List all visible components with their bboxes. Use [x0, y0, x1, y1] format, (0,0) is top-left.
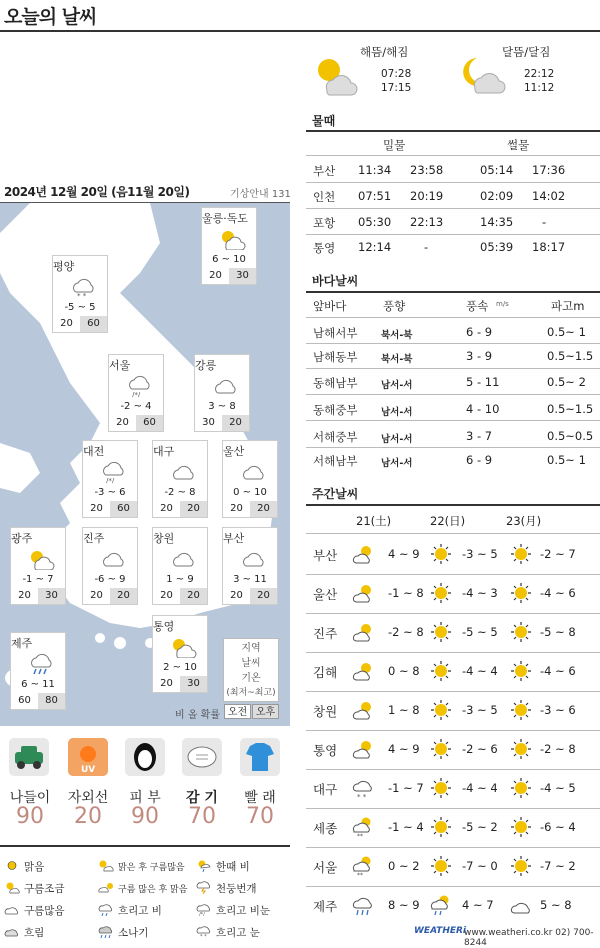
city-temp: -2 ~ 4	[120, 401, 152, 412]
legend-label: 소나기	[118, 927, 149, 939]
index-name: 피 부	[129, 790, 161, 806]
cloudy-icon	[239, 548, 267, 570]
cloud-snow-icon	[352, 777, 374, 799]
weekly-place: 부산	[313, 548, 338, 563]
sea-wave: 0.5~ 1	[547, 453, 586, 467]
sea-wave: 0.5~ 2	[547, 375, 586, 389]
weekly-temp: -4 ~ 4	[462, 781, 498, 795]
city-temp: 3 ~ 11	[233, 574, 267, 585]
tide-high2: 20:19	[410, 189, 444, 203]
mostly-cloudy-icon	[4, 903, 20, 916]
moonset-time: 11:12	[524, 82, 555, 94]
city-card	[194, 354, 250, 432]
city-temp: -5 ~ 5	[64, 302, 96, 313]
row-divider	[306, 182, 600, 183]
weekly-temp: 4 ~ 9	[388, 742, 420, 756]
weekly-divider	[306, 504, 600, 506]
row-divider	[306, 613, 600, 614]
map-legend	[223, 638, 279, 702]
sea-dir: 북서-북	[381, 330, 413, 341]
city-name: 창원	[153, 532, 175, 545]
sunrise-time: 07:28	[381, 68, 412, 80]
svg-text:/*/: /*/	[106, 477, 115, 483]
partly-cloudy-snow-icon	[352, 855, 374, 877]
cloud-then-sun-icon	[98, 881, 114, 894]
city-rain-pm: 30	[180, 676, 207, 692]
sea-area: 남해서부	[313, 326, 358, 340]
sun-cloud-icon	[313, 56, 367, 96]
sunny-icon	[430, 699, 452, 721]
tide-high1: 05:30	[358, 215, 392, 229]
partly-cloudy-icon	[352, 621, 374, 643]
weekly-temp: -5 ~ 8	[540, 625, 576, 639]
sunny-icon	[510, 699, 532, 721]
weekly-title: 주간날씨	[312, 487, 359, 501]
legend-label: 흐리고 비	[118, 905, 162, 917]
weekly-temp: -2 ~ 8	[540, 742, 576, 756]
svg-text:* *: * *	[200, 934, 207, 938]
sea-dir: 남서-서	[381, 407, 413, 418]
row-divider	[306, 652, 600, 653]
sea-speed: 3 - 7	[466, 429, 493, 443]
weekly-place: 통영	[313, 743, 338, 758]
city-temp: -2 ~ 8	[164, 487, 196, 498]
index-value: 70	[188, 804, 216, 829]
footer-text: www.weatheri.co.kr 02) 700-8244	[464, 928, 594, 948]
city-rain-am: 20	[223, 588, 250, 604]
temporary-rain-icon	[196, 859, 212, 872]
city-card	[222, 527, 278, 605]
weekly-day: 23(月)	[506, 514, 542, 528]
cloudy-icon	[510, 894, 532, 916]
city-name: 울릉·독도	[202, 212, 249, 225]
city-card	[152, 615, 208, 693]
svg-text:/*/: /*/	[199, 912, 205, 916]
weekly-temp: -4 ~ 6	[540, 664, 576, 678]
sea-wave-header: 파고m	[551, 299, 585, 313]
city-rain-am: 20	[153, 501, 180, 517]
row-divider	[306, 769, 600, 770]
row-divider	[306, 317, 600, 318]
sea-divider	[306, 291, 600, 293]
face-icon	[125, 738, 165, 776]
tide-low2: 18:17	[532, 240, 566, 254]
weekly-temp: -1 ~ 7	[388, 781, 424, 795]
car-icon	[9, 738, 49, 776]
legend-label: 흐리고 눈	[216, 927, 260, 939]
tide-low1: 14:35	[480, 215, 514, 229]
weekly-temp: -6 ~ 4	[540, 820, 576, 834]
partly-cloudy-icon	[352, 660, 374, 682]
index-value: 90	[16, 804, 44, 829]
shower-icon	[98, 925, 114, 938]
city-card	[152, 440, 208, 518]
index-value: 20	[74, 804, 102, 829]
city-rain-pm: 60	[136, 415, 163, 431]
cloud-snow-icon	[196, 925, 212, 938]
weekly-temp: -7 ~ 2	[540, 859, 576, 873]
row-divider	[306, 234, 600, 235]
cloud-rain-snow-icon	[99, 461, 127, 483]
partly-cloudy-icon	[352, 582, 374, 604]
city-temp: 1 ~ 9	[166, 574, 194, 585]
svg-text:UV: UV	[81, 765, 96, 775]
partly-cloudy-icon	[4, 881, 20, 894]
legend-area: 지역	[241, 643, 261, 654]
sea-wave: 0.5~1.5	[547, 402, 594, 416]
cloudy-icon	[211, 375, 239, 397]
city-rain-pm: 30	[229, 268, 256, 284]
weekly-temp: 4 ~ 9	[388, 547, 420, 561]
partly-cloudy-icon	[352, 738, 374, 760]
row-divider	[306, 368, 600, 369]
rain-prob-label: 비 올 확률	[175, 710, 220, 721]
legend-temp: 기온	[241, 673, 261, 684]
weekly-temp: 1 ~ 8	[388, 703, 420, 717]
tide-place: 통영	[313, 241, 336, 255]
city-card	[152, 527, 208, 605]
tide-low2: 17:36	[532, 163, 566, 177]
weekly-temp: -3 ~ 6	[540, 703, 576, 717]
legend-label: 맑음	[24, 861, 45, 873]
city-card	[201, 207, 257, 285]
city-rain-pm: 20	[250, 501, 277, 517]
partly-cloudy-icon	[218, 228, 246, 250]
city-temp: 0 ~ 10	[233, 487, 267, 498]
city-rain-pm: 60	[110, 501, 137, 517]
city-card	[222, 440, 278, 518]
sunny-icon	[510, 777, 532, 799]
city-rain-am: 20	[109, 415, 136, 431]
pm-label: 오후	[252, 704, 279, 719]
city-temp: -1 ~ 7	[22, 574, 54, 585]
weekly-day: 21(土)	[356, 514, 392, 528]
sun-then-cloud-icon	[98, 859, 114, 872]
sea-dir: 남서-서	[381, 434, 413, 445]
sea-area-header: 앞바다	[313, 299, 347, 313]
city-name: 울산	[223, 445, 245, 458]
index-name: 빨 래	[244, 790, 276, 806]
weekly-temp: -5 ~ 2	[462, 820, 498, 834]
legend-label: 구름조금	[24, 883, 65, 895]
city-rain-pm: 60	[80, 316, 107, 332]
sea-area: 서해남부	[313, 454, 358, 468]
city-name: 광주	[11, 532, 33, 545]
city-rain-am: 20	[11, 588, 38, 604]
city-name: 부산	[223, 532, 245, 545]
sunny-icon	[430, 855, 452, 877]
cloud-rain-icon	[27, 653, 55, 675]
svg-text:* *: * *	[77, 292, 87, 298]
tide-place: 인천	[313, 190, 336, 204]
tide-low1: 05:14	[480, 163, 514, 177]
sea-dir: 북서-북	[381, 354, 413, 365]
sea-dir: 남서-서	[381, 458, 413, 469]
sea-area: 동해남부	[313, 376, 358, 390]
weekly-temp: -2 ~ 6	[462, 742, 498, 756]
city-rain-am: 30	[195, 415, 222, 431]
date-line: 2024년 12월 20일 (음11월 20일)	[4, 185, 190, 199]
shirt-icon	[240, 738, 280, 776]
tide-high1: 11:34	[358, 163, 392, 177]
tide-high1: 07:51	[358, 189, 392, 203]
city-name: 강릉	[195, 359, 217, 372]
sea-speed: 5 - 11	[466, 375, 500, 389]
legend-label: 흐림	[24, 927, 45, 939]
office-info: 기상안내 131	[230, 189, 291, 200]
thunder-icon	[196, 881, 212, 894]
city-card	[52, 255, 108, 333]
sunny-icon	[430, 816, 452, 838]
partly-cloudy-icon	[352, 543, 374, 565]
tide-divider	[306, 130, 600, 132]
tide-high1: 12:14	[358, 240, 392, 254]
weekly-temp: -1 ~ 4	[388, 820, 424, 834]
tide-place: 부산	[313, 164, 336, 178]
svg-text:* *: * *	[357, 793, 367, 799]
sunset-time: 17:15	[381, 82, 412, 94]
sea-dir: 남서-서	[381, 380, 413, 391]
sea-speed: 4 - 10	[466, 402, 500, 416]
weekly-place: 진주	[313, 626, 338, 641]
city-card	[10, 632, 66, 710]
sunny-icon	[510, 816, 532, 838]
tide-title: 물때	[312, 114, 336, 128]
sea-wave: 0.5~0.5	[547, 429, 594, 443]
city-rain-pm: 20	[250, 588, 277, 604]
row-divider	[306, 343, 600, 344]
sea-wave: 0.5~1.5	[547, 349, 594, 363]
weekly-day: 22(日)	[430, 514, 466, 528]
partly-cloudy-icon	[27, 548, 55, 570]
city-temp: -3 ~ 6	[94, 487, 126, 498]
cloudy-icon	[99, 548, 127, 570]
city-rain-pm: 30	[38, 588, 65, 604]
index-value: 90	[131, 804, 159, 829]
city-card	[82, 440, 138, 518]
city-rain-pm: 20	[180, 588, 207, 604]
row-divider	[306, 847, 600, 848]
weekly-place: 김해	[313, 665, 338, 680]
cloudy-icon	[169, 548, 197, 570]
city-name: 평양	[53, 260, 75, 273]
tide-low2: 14:02	[532, 189, 566, 203]
city-rain-pm: 20	[222, 415, 249, 431]
legend-label: 천둥번개	[216, 883, 257, 895]
svg-text:/*/: /*/	[132, 391, 141, 397]
index-name: 감 기	[186, 790, 218, 806]
am-label: 오전	[224, 704, 251, 719]
city-rain-am: 20	[223, 501, 250, 517]
weekly-place: 창원	[313, 704, 338, 719]
page-title: 오늘의 날씨	[4, 6, 97, 28]
city-name: 대구	[153, 445, 175, 458]
weekly-temp: 5 ~ 8	[540, 898, 572, 912]
uv-sun-icon	[68, 738, 108, 776]
city-name: 서울	[109, 359, 131, 372]
sunny-icon	[510, 543, 532, 565]
city-temp: 2 ~ 10	[163, 662, 197, 673]
cloudy-icon	[169, 461, 197, 483]
city-name: 제주	[11, 637, 33, 650]
moon-label: 달뜸/달짐	[502, 45, 551, 59]
sunny-icon	[510, 660, 532, 682]
city-rain-am: 20	[83, 501, 110, 517]
legend-label: 맑은 후 구름많음	[118, 863, 185, 873]
legend-label: 구름 많은 후 맑음	[118, 885, 188, 895]
weekly-temp: 0 ~ 2	[388, 859, 420, 873]
sea-speed-unit: m/s	[496, 300, 509, 308]
row-divider	[306, 886, 600, 887]
cloudy-icon	[4, 925, 20, 938]
weekly-temp: -5 ~ 5	[462, 625, 498, 639]
tide-low1: 02:09	[480, 189, 514, 203]
sunny-icon	[430, 738, 452, 760]
sunny-icon	[430, 621, 452, 643]
weekly-place: 제주	[313, 899, 338, 914]
sunny-icon	[510, 855, 532, 877]
weekly-place: 세종	[313, 821, 338, 836]
sunny-icon	[430, 543, 452, 565]
sunny-icon	[510, 621, 532, 643]
row-divider	[306, 574, 600, 575]
index-name: 자외선	[67, 790, 109, 806]
weekly-temp: -3 ~ 5	[462, 547, 498, 561]
partly-cloudy-rain-icon	[430, 894, 452, 916]
weekly-place: 대구	[313, 782, 338, 797]
sea-wave: 0.5~ 1	[547, 325, 586, 339]
sunny-icon	[430, 582, 452, 604]
city-rain-am: 20	[202, 268, 229, 284]
svg-text:**: **	[357, 872, 363, 877]
weekly-temp: -4 ~ 3	[462, 586, 498, 600]
weekly-temp: 4 ~ 7	[462, 898, 494, 912]
header-divider	[0, 30, 600, 32]
moonrise-time: 22:12	[524, 68, 555, 80]
cloud-rain-snow-icon	[125, 375, 153, 397]
sea-area: 서해중부	[313, 430, 358, 444]
weekly-temp: -4 ~ 4	[462, 664, 498, 678]
cloud-snow-icon	[69, 276, 97, 298]
city-card	[10, 527, 66, 605]
sea-speed: 6 - 9	[466, 325, 493, 339]
svg-text:**: **	[357, 833, 363, 838]
legend-divider	[0, 845, 290, 847]
sunny-icon	[510, 738, 532, 760]
row-divider	[306, 447, 600, 448]
city-rain-am: 20	[153, 676, 180, 692]
sea-area: 동해중부	[313, 403, 358, 417]
tide-high2: 23:58	[410, 163, 444, 177]
sea-title: 바다날씨	[312, 274, 359, 288]
cloud-rain-icon	[98, 903, 114, 916]
city-rain-pm: 20	[110, 588, 137, 604]
row-divider	[306, 691, 600, 692]
cloud-rain-snow-icon	[196, 903, 212, 916]
row-divider	[306, 394, 600, 395]
weekly-temp: -1 ~ 8	[388, 586, 424, 600]
weekly-place: 서울	[313, 860, 338, 875]
weekly-temp: -7 ~ 0	[462, 859, 498, 873]
sea-speed-header: 풍속	[466, 299, 489, 313]
tide-place: 포항	[313, 216, 336, 230]
city-name: 진주	[83, 532, 105, 545]
sunny-icon	[4, 859, 20, 872]
city-rain-am: 20	[53, 316, 80, 332]
cloud-rain-icon	[352, 894, 374, 916]
city-temp: 6 ~ 11	[21, 679, 55, 690]
tide-high-header: 밀물	[383, 138, 406, 152]
city-card	[108, 354, 164, 432]
row-divider	[306, 533, 600, 534]
sea-speed: 6 - 9	[466, 453, 493, 467]
city-rain-am: 20	[153, 588, 180, 604]
index-value: 70	[246, 804, 274, 829]
legend-weather: 날씨	[241, 658, 261, 669]
city-name: 대전	[83, 445, 105, 458]
row-divider	[306, 808, 600, 809]
row-divider	[306, 155, 600, 156]
brand-logo: WEATHERi	[414, 926, 467, 936]
weekly-temp: -4 ~ 5	[540, 781, 576, 795]
sun-label: 해뜸/해짐	[360, 45, 409, 59]
mask-icon	[182, 738, 222, 776]
moon-cloud-icon	[459, 54, 515, 94]
sunny-icon	[510, 582, 532, 604]
tide-high2: -	[424, 240, 429, 254]
weekly-temp: 8 ~ 9	[388, 898, 420, 912]
partly-cloudy-icon	[352, 699, 374, 721]
tide-low-header: 썰물	[507, 138, 530, 152]
tide-low2: -	[542, 215, 547, 229]
city-rain-am: 20	[83, 588, 110, 604]
city-rain-am: 60	[11, 693, 38, 709]
legend-label: 한때 비	[216, 861, 250, 873]
weekly-temp: 0 ~ 8	[388, 664, 420, 678]
sea-dir-header: 풍향	[383, 299, 406, 313]
weekly-place: 울산	[313, 587, 338, 602]
weekly-temp: -2 ~ 8	[388, 625, 424, 639]
city-rain-pm: 80	[38, 693, 65, 709]
city-temp: 6 ~ 10	[212, 254, 246, 265]
city-card	[82, 527, 138, 605]
sea-area: 남해동부	[313, 350, 358, 364]
row-divider	[306, 420, 600, 421]
sunny-icon	[430, 660, 452, 682]
legend-label: 구름많음	[24, 905, 65, 917]
city-temp: -6 ~ 9	[94, 574, 126, 585]
index-name: 나들이	[9, 790, 51, 806]
tide-high2: 22:13	[410, 215, 444, 229]
tide-low1: 05:39	[480, 240, 514, 254]
row-divider	[306, 208, 600, 209]
weekly-temp: -2 ~ 7	[540, 547, 576, 561]
partly-cloudy-icon	[169, 636, 197, 658]
legend-label: 흐리고 비눈	[216, 905, 271, 917]
sea-speed: 3 - 9	[466, 349, 493, 363]
legend-temp-range: (최저~최고)	[226, 688, 276, 698]
city-temp: 3 ~ 8	[208, 401, 236, 412]
partly-cloudy-snow-icon	[352, 816, 374, 838]
sunny-icon	[430, 777, 452, 799]
weekly-temp: -4 ~ 6	[540, 586, 576, 600]
city-rain-pm: 20	[180, 501, 207, 517]
row-divider	[306, 730, 600, 731]
city-name: 통영	[153, 620, 175, 633]
weekly-temp: -3 ~ 5	[462, 703, 498, 717]
cloudy-icon	[239, 461, 267, 483]
